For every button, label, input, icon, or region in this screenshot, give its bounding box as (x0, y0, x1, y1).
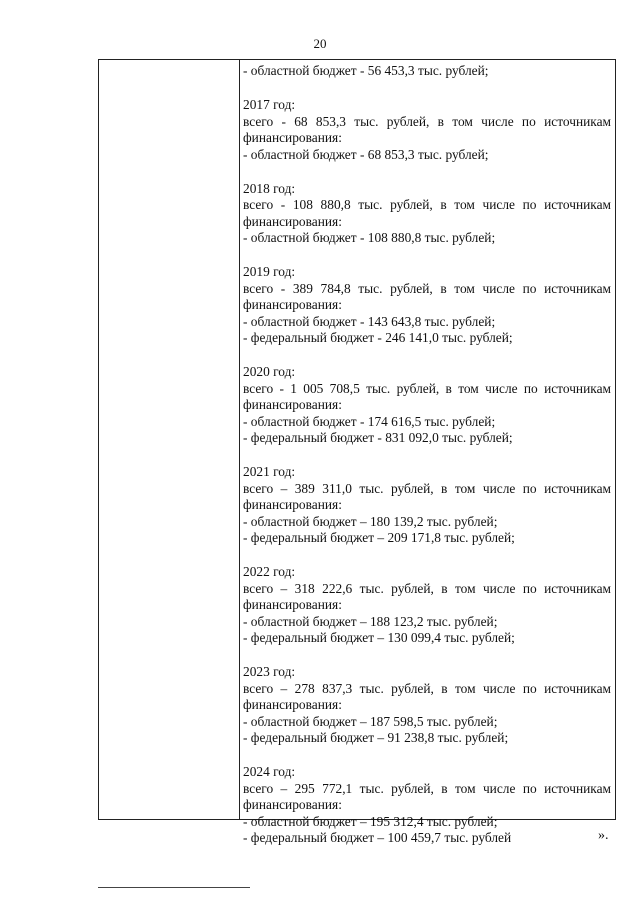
regional-budget-line: - областной бюджет – 195 312,4 тыс. рублей; (243, 813, 498, 829)
federal-budget-line: - федеральный бюджет – 130 099,4 тыс. рублей; (243, 630, 515, 645)
continued-regional-line: - областной бюджет - 56 453,3 тыс. рублей; (243, 63, 489, 78)
year-block-2020 (243, 364, 611, 447)
year-block-2019 (243, 264, 611, 347)
regional-budget-line: - областной бюджет - 143 643,8 тыс. рублей; (243, 313, 496, 329)
year-heading: 2020 год: (243, 364, 296, 379)
footnote-separator (98, 887, 250, 888)
federal-budget-line: - федеральный бюджет - 831 092,0 тыс. рублей; (243, 430, 513, 445)
table-column-divider (239, 59, 240, 820)
year-block-2023 (243, 664, 611, 747)
year-heading: 2021 год: (243, 464, 296, 479)
year-block-2018 (243, 181, 611, 247)
year-heading: 2018 год: (243, 180, 296, 196)
page-number: 20 (313, 36, 327, 51)
year-block-2022 (243, 564, 611, 647)
federal-budget-line: - федеральный бюджет – 91 238,8 тыс. рублей; (243, 730, 509, 745)
regional-budget-line: - областной бюджет – 188 123,2 тыс. рублей; (243, 613, 498, 629)
year-heading: 2019 год: (243, 264, 296, 279)
regional-budget-line: - областной бюджет – 187 598,5 тыс. рублей; (243, 713, 498, 729)
regional-budget-line: - областной бюджет - 174 616,5 тыс. рублей; (243, 413, 496, 429)
funding-line: финансирования: (243, 497, 342, 512)
year-heading: 2017 год: (243, 97, 296, 112)
year-block-2024 (243, 764, 611, 847)
total-line: всего - 389 784,8 тыс. рублей, в том числе по источникам (243, 280, 611, 296)
funding-line: финансирования: (243, 130, 342, 145)
funding-line: финансирования: (243, 397, 342, 412)
federal-budget-line: - федеральный бюджет – 100 459,7 тыс. рублей (243, 830, 512, 845)
regional-budget-line: - областной бюджет – 180 139,2 тыс. рублей; (243, 513, 498, 529)
regional-budget-line: - областной бюджет - 68 853,3 тыс. рублей; (243, 146, 489, 162)
total-line: всего – 389 311,0 тыс. рублей, в том числе по источникам (243, 480, 611, 496)
total-line: всего - 68 853,3 тыс. рублей, в том числе по источникам (243, 113, 611, 129)
year-heading: 2022 год: (243, 564, 296, 579)
funding-line: финансирования: (243, 597, 342, 612)
funding-line: финансирования: (243, 697, 342, 712)
closing-quote: ». (598, 828, 609, 843)
funding-line: финансирования: (243, 213, 342, 229)
total-line: всего – 318 222,6 тыс. рублей, в том числе по источникам (243, 580, 611, 596)
funding-cell (243, 63, 611, 847)
total-line: всего – 295 772,1 тыс. рублей, в том числе по источникам (243, 780, 611, 796)
year-block-2021 (243, 464, 611, 547)
funding-line: финансирования: (243, 797, 342, 812)
year-heading: 2024 год: (243, 764, 296, 779)
year-block-2017 (243, 97, 611, 163)
funding-line: финансирования: (243, 297, 342, 312)
total-line: всего - 1 005 708,5 тыс. рублей, в том числе по источникам (243, 380, 611, 396)
total-line: всего - 108 880,8 тыс. рублей, в том числе по источникам (243, 197, 611, 212)
federal-budget-line: - федеральный бюджет - 246 141,0 тыс. рублей; (243, 330, 513, 345)
federal-budget-line: - федеральный бюджет – 209 171,8 тыс. рублей; (243, 530, 515, 545)
total-line: всего – 278 837,3 тыс. рублей, в том числе по источникам (243, 680, 611, 696)
year-heading: 2023 год: (243, 664, 296, 679)
regional-budget-line: - областной бюджет - 108 880,8 тыс. рублей; (243, 230, 496, 245)
